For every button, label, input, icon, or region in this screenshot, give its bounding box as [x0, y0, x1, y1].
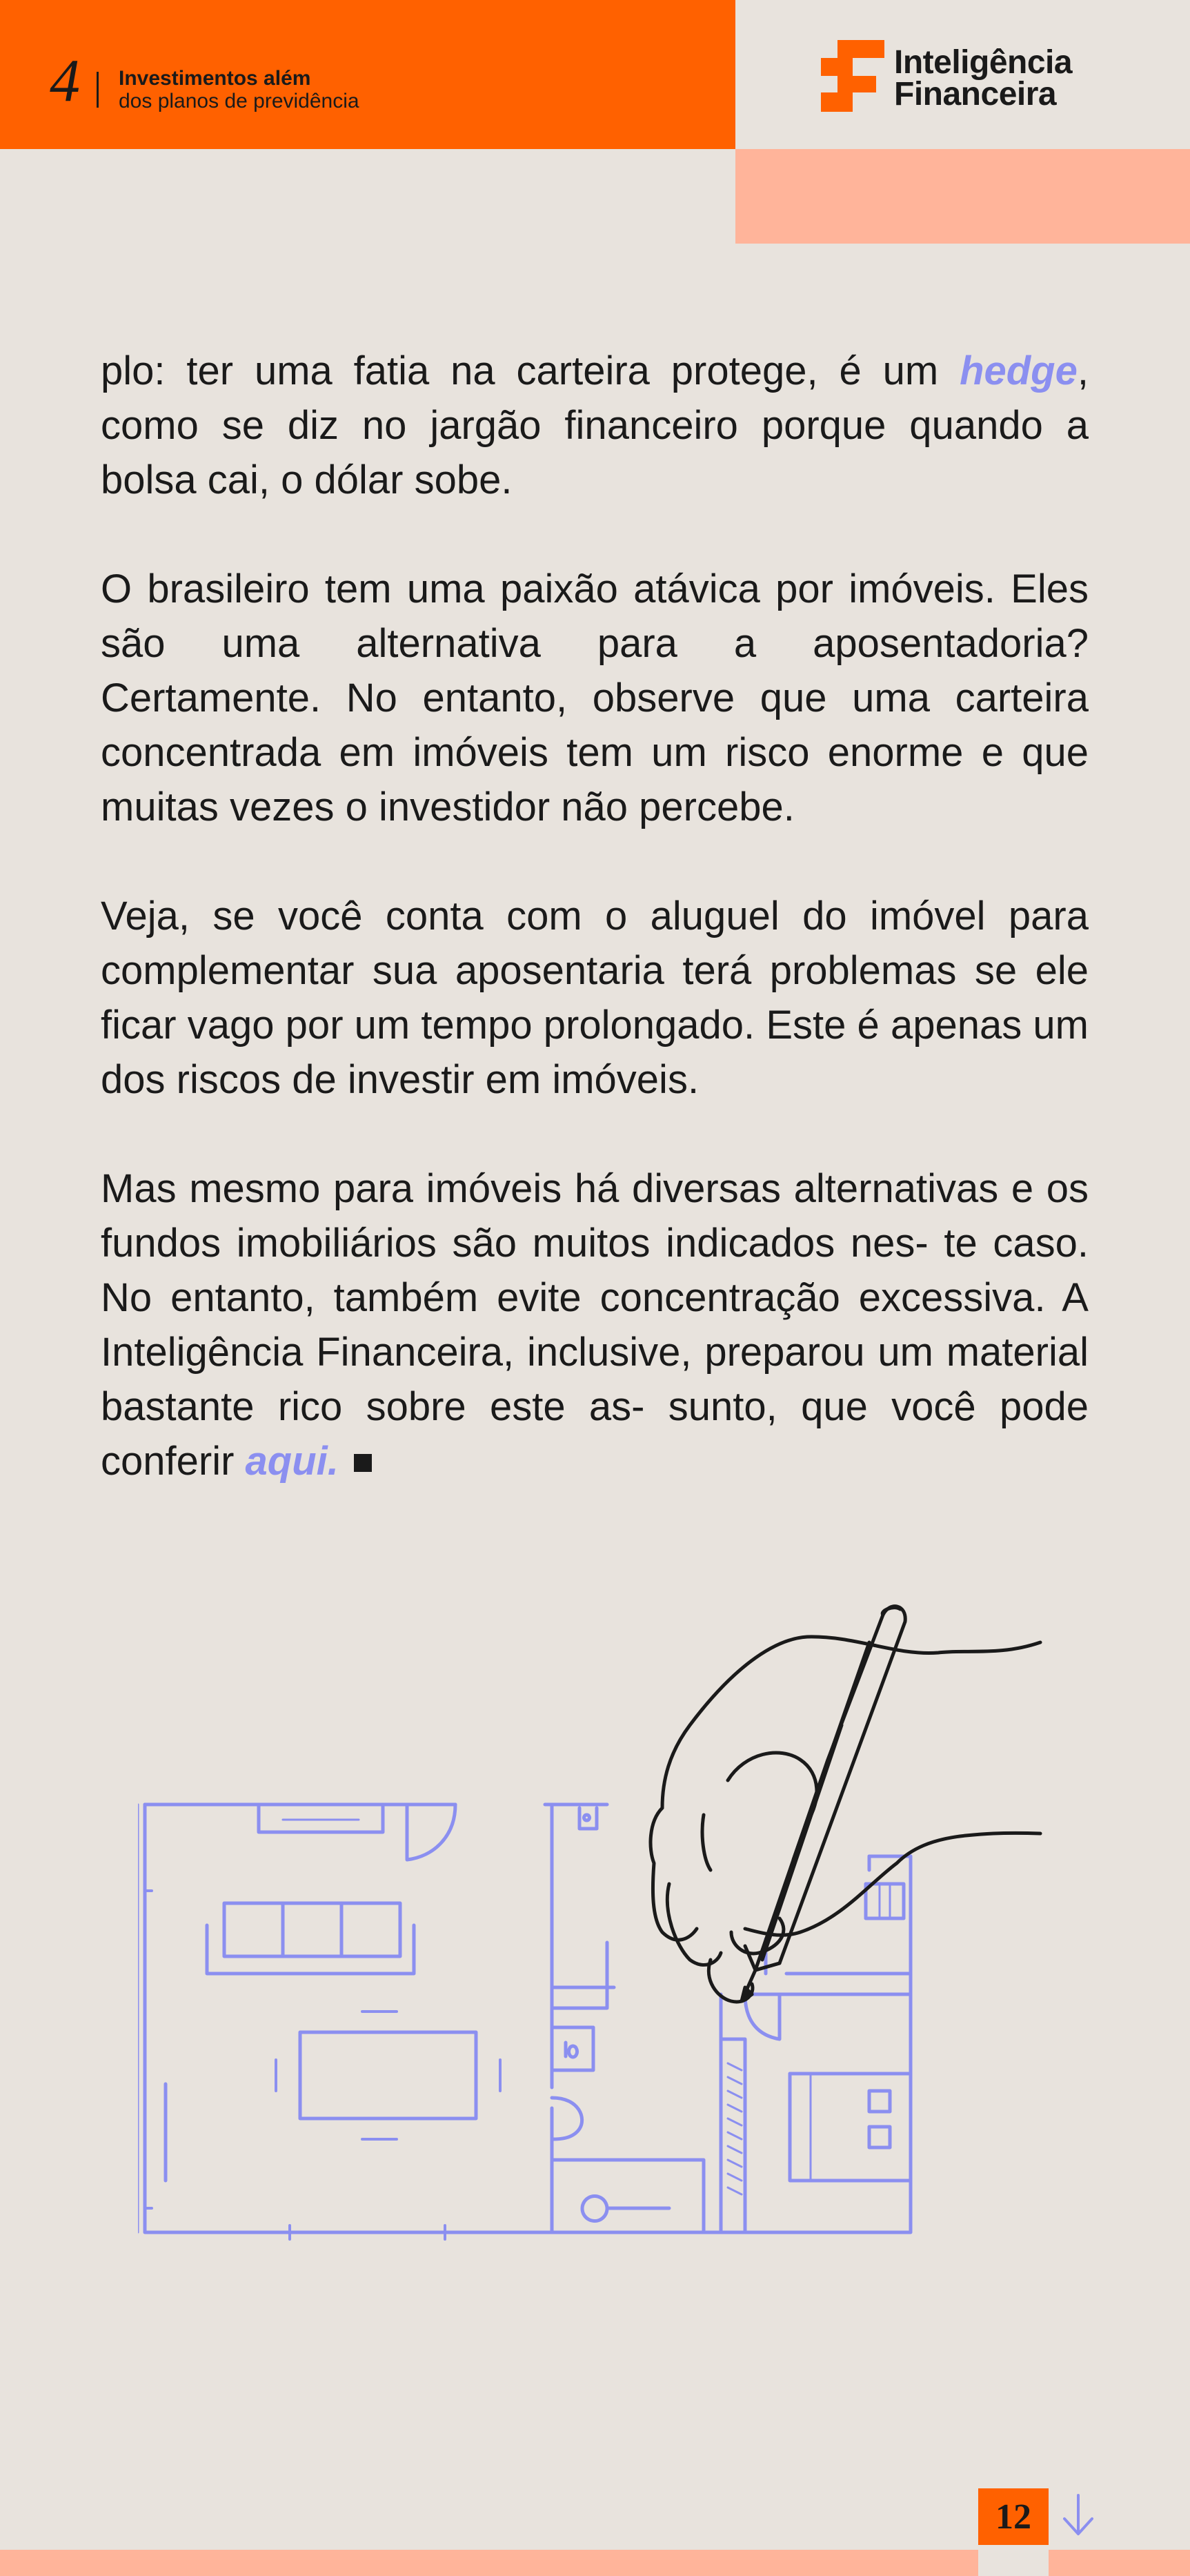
chapter-divider	[97, 72, 99, 108]
hand-with-pencil-icon	[651, 1606, 1040, 2002]
aqui-link[interactable]: aqui.	[245, 1439, 339, 1484]
article-body	[101, 344, 1089, 1543]
header-accent-block	[735, 149, 1190, 244]
paragraph-4-text: Mas mesmo para imóveis há diversas alternativas e os fundos imobiliários são muitos indicados nes- te caso. No entanto, também evite concentração excessiva. A Inteligência Financeira, inclusive, preparou um material bastante rico sobre este as- sunto, que você pode conferir	[101, 1166, 1089, 1484]
page-number-box	[978, 2488, 1049, 2545]
arrow-down-icon[interactable]	[1059, 2491, 1098, 2539]
paragraph-1-text-b: , como se diz no jargão financeiro porque quando a bolsa cai, o dólar sobe.	[101, 348, 1089, 502]
brand-name-line1: Inteligência	[894, 44, 1073, 81]
brand-name-line2: Financeira	[894, 76, 1057, 112]
footer-strip-gap	[978, 2550, 1049, 2576]
chapter-title-line2: dos planos de previdência	[119, 90, 359, 112]
chapter-title	[119, 67, 359, 112]
brand-name	[894, 44, 1073, 112]
chapter-title-line1: Investimentos além	[119, 67, 311, 90]
header-banner	[0, 0, 735, 149]
paragraph-3: Veja, se você conta com o aluguel do imóvel para complementar sua aposentaria terá problemas se ele ficar vago por um tempo prolongado. Este é apenas um dos riscos de investir em imóveis.	[101, 894, 1089, 1102]
chapter-number: 4	[50, 48, 80, 115]
end-square-icon	[354, 1454, 372, 1472]
paragraph-1	[101, 344, 1089, 507]
brand-logo-icon	[821, 40, 884, 112]
paragraph-4	[101, 1161, 1089, 1488]
floor-plan-illustration	[138, 1587, 1055, 2250]
floor-plan	[138, 1805, 911, 2239]
hedge-term: hedge	[960, 348, 1078, 393]
brand-logo	[821, 40, 1097, 116]
page-number: 12	[995, 2497, 1031, 2537]
paragraph-1-text-a: plo: ter uma fatia na carteira protege, é um	[101, 348, 960, 393]
paragraph-2: O brasileiro tem uma paixão atávica por imóveis. Eles são uma alternativa para a aposentadoria? Certamente. No entanto, observe que uma carteira concentrada em imóveis tem um risco enorme e que muitas vezes o investidor não percebe.	[101, 567, 1089, 829]
